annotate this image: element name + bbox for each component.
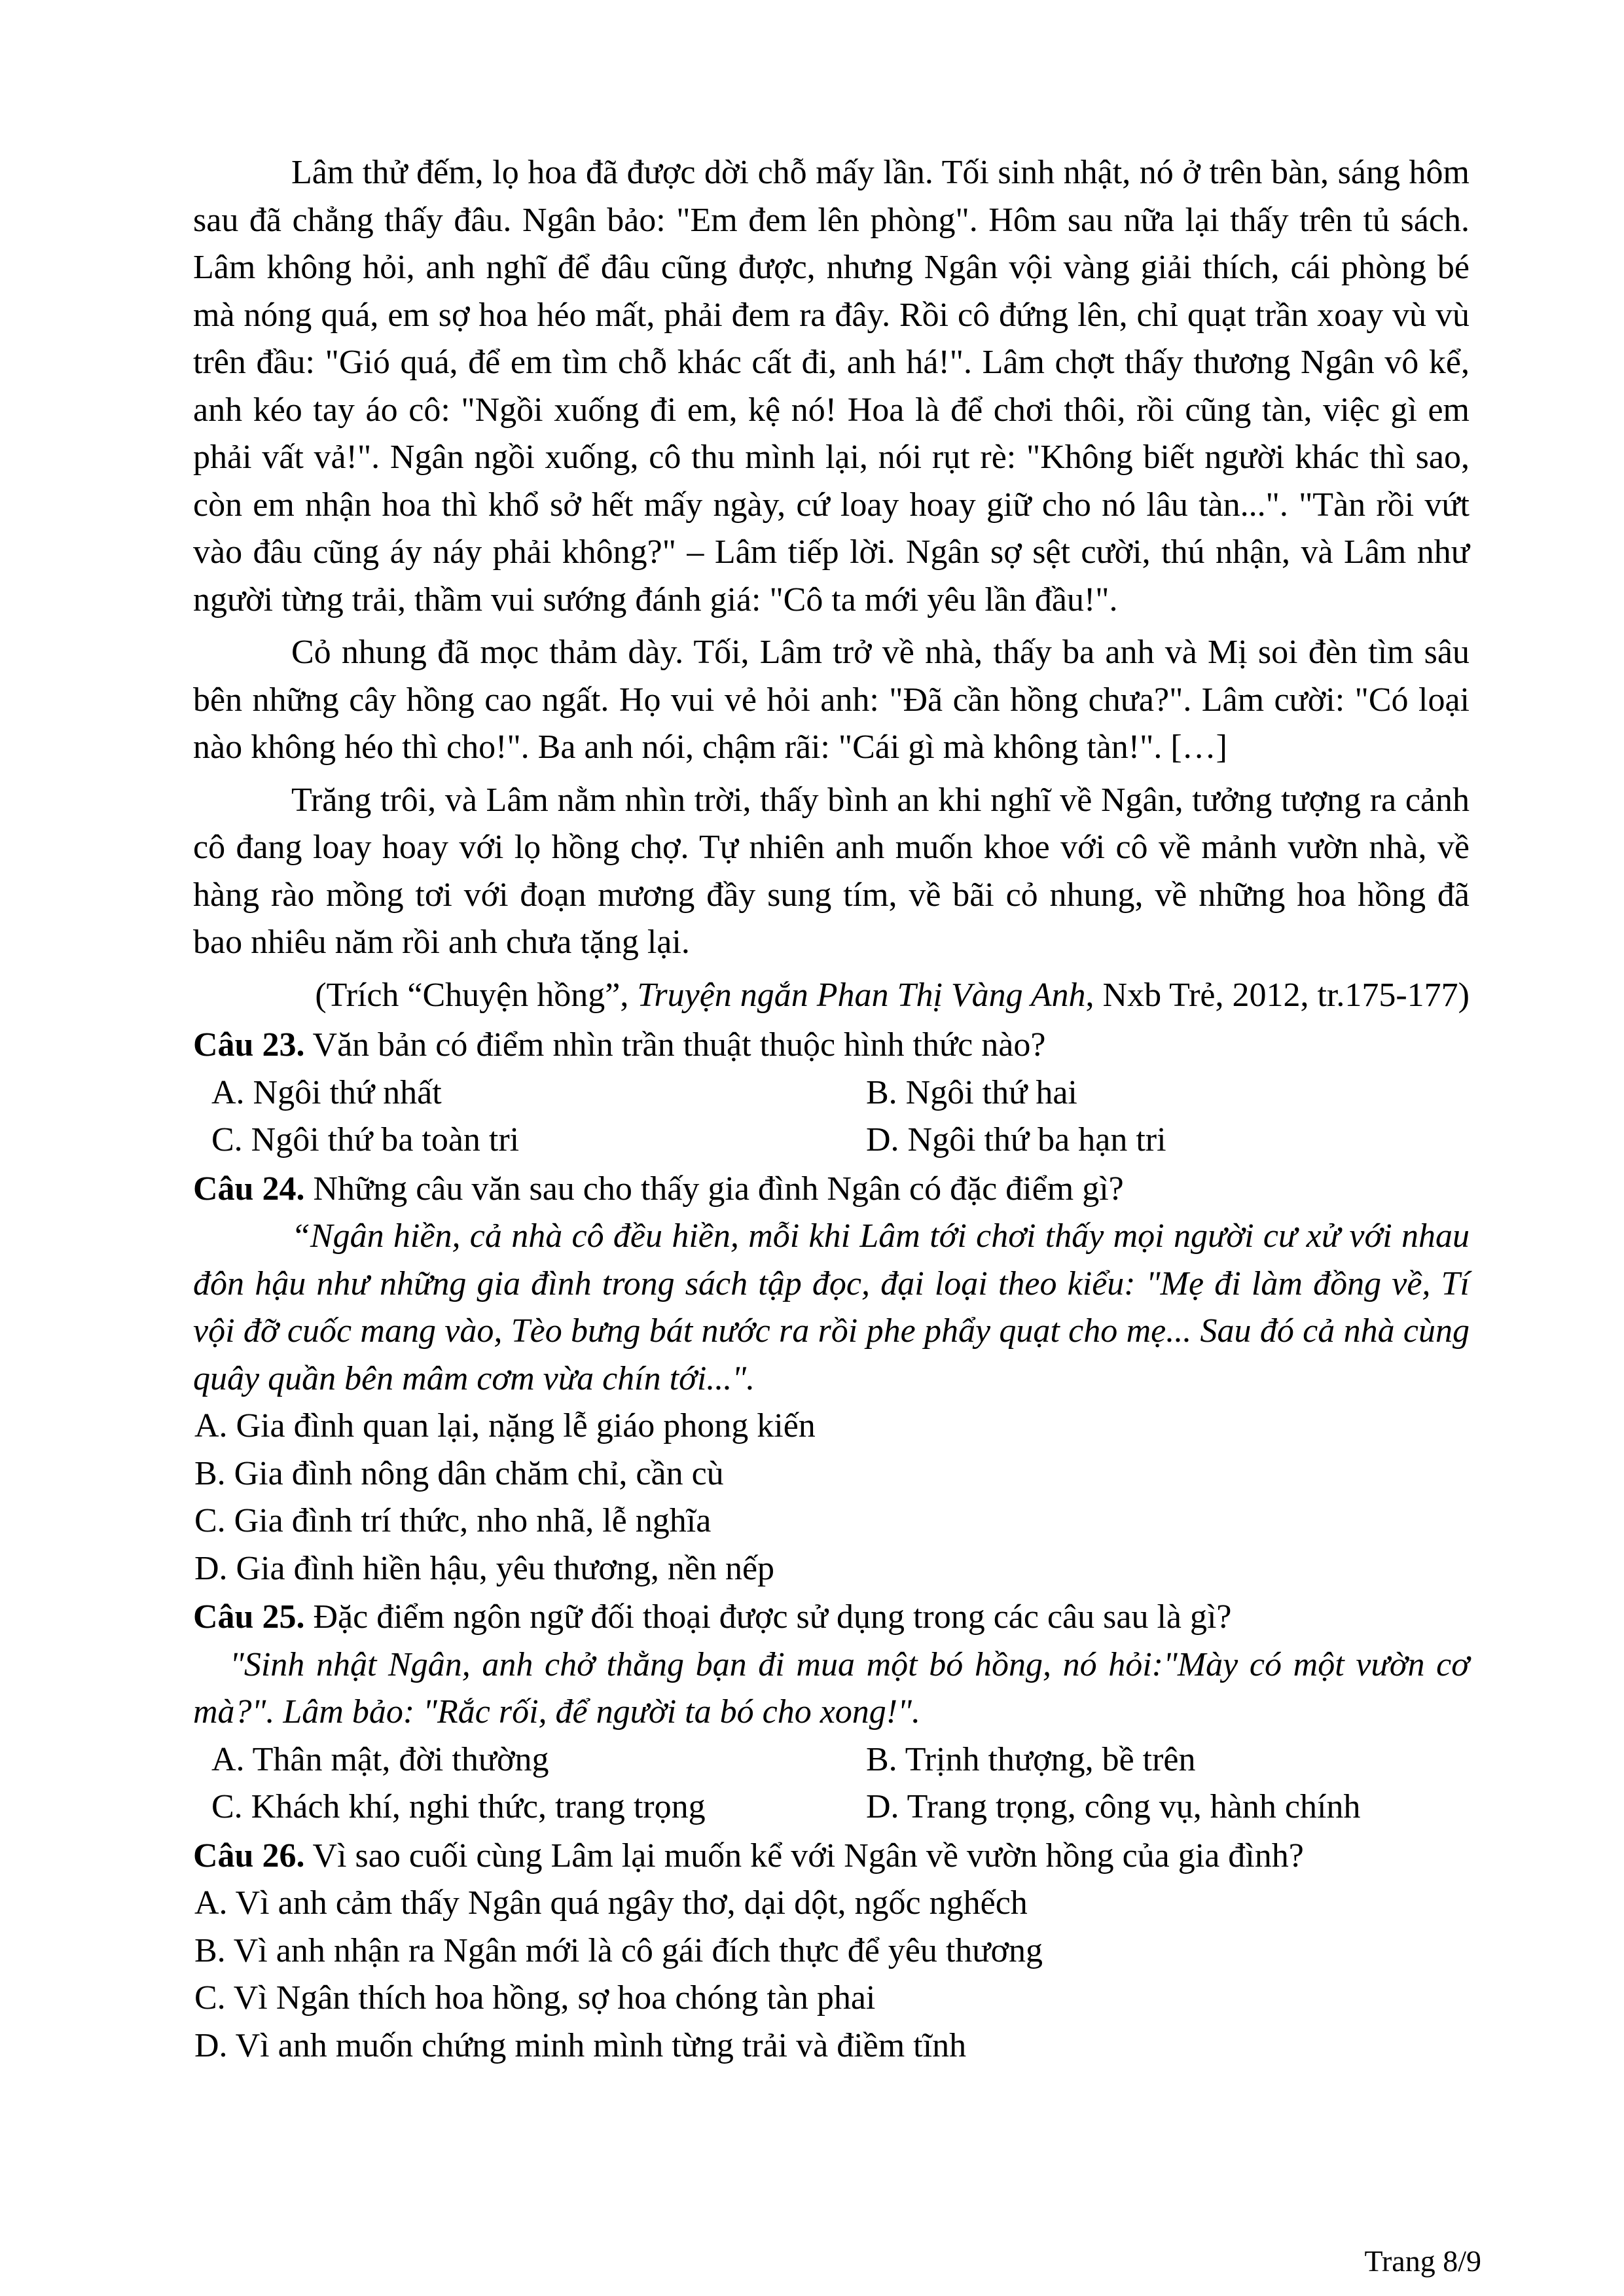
question-26-option-d: D. Vì anh muốn chứng minh mình từng trải và điềm tĩnh xyxy=(194,2026,967,2064)
question-26-options xyxy=(193,1880,1470,2070)
question-23-options xyxy=(193,1069,1470,1164)
question-23-option-a: A. Ngôi thứ nhất xyxy=(211,1073,442,1111)
question-26-label: Câu 26. xyxy=(193,1837,305,1874)
question-23-option-c: C. Ngôi thứ ba toàn tri xyxy=(211,1121,520,1158)
question-23 xyxy=(193,1022,1470,1069)
question-24-label: Câu 24. xyxy=(193,1170,305,1208)
question-25-quote: "Sinh nhật Ngân, anh chở thằng bạn đi mua một bó hồng, nó hỏi:"Mày có một vườn cơ mà?". Lâm bảo: "Rắc rối, để người ta bó cho xong!". xyxy=(193,1645,1470,1731)
page-content xyxy=(193,149,1470,2070)
question-25-option-c: C. Khách khí, nghi thức, trang trọng xyxy=(211,1788,706,1825)
question-24-option-c: C. Gia đình trí thức, nho nhã, lễ nghĩa xyxy=(194,1502,712,1539)
question-26-option-a: A. Vì anh cảm thấy Ngân quá ngây thơ, dại dột, ngốc nghếch xyxy=(194,1884,1028,1922)
passage-paragraph-3: Trăng trôi, và Lâm nằm nhìn trời, thấy bình an khi nghĩ về Ngân, tưởng tượng ra cảnh cô đang loay hoay với lọ hồng chợ. Tự nhiên anh muốn khoe với cô về mảnh vườn nhà, về hàng rào mồng tơi với đoạn mương đầy sung tím, về bãi cỏ nhung, về những hoa hồng đã bao nhiêu năm rồi anh chưa tặng lại. xyxy=(193,781,1470,961)
question-26-option-b: B. Vì anh nhận ra Ngân mới là cô gái đích thực để yêu thương xyxy=(194,1931,1043,1969)
question-23-option-d: D. Ngôi thứ ba hạn tri xyxy=(866,1121,1166,1158)
question-25-label: Câu 25. xyxy=(193,1598,305,1636)
question-24 xyxy=(193,1166,1470,1213)
passage-paragraph-2: Cỏ nhung đã mọc thảm dày. Tối, Lâm trở về nhà, thấy ba anh và Mị soi đèn tìm sâu bên những cây hồng cao ngất. Họ vui vẻ hỏi anh: "Đã cần hồng chưa?". Lâm cười: "Có loại nào không héo thì cho!". Ba anh nói, chậm rãi: "Cái gì mà không tàn!". […] xyxy=(193,634,1470,766)
question-23-option-b: B. Ngôi thứ hai xyxy=(866,1073,1077,1111)
source-suffix: , Nxb Trẻ, 2012, tr.175-177) xyxy=(1085,976,1470,1014)
question-23-label: Câu 23. xyxy=(193,1026,305,1064)
source-book-title: Truyện ngắn Phan Thị Vàng Anh xyxy=(637,976,1086,1014)
question-24-quote: “Ngân hiền, cả nhà cô đều hiền, mỗi khi Lâm tới chơi thấy mọi người cư xử với nhau đôn hậu như những gia đình trong sách tập đọc, đại loại theo kiểu: "Mẹ đi làm đồng về, Tí vội đỡ cuốc mang vào, Tèo bưng bát nước ra rồi phe phẩy quạt cho mẹ... Sau đó cả nhà cùng quây quần bên mâm cơm vừa chín tới...". xyxy=(193,1217,1470,1397)
question-25-text: Đặc điểm ngôn ngữ đối thoại được sử dụng trong các câu sau là gì? xyxy=(304,1598,1232,1636)
source-prefix: (Trích “Chuyện hồng”, xyxy=(315,976,638,1014)
question-24-text: Những câu văn sau cho thấy gia đình Ngân có đặc điểm gì? xyxy=(304,1170,1124,1208)
question-25 xyxy=(193,1594,1470,1641)
question-25-option-a: A. Thân mật, đời thường xyxy=(211,1740,549,1778)
question-24-option-d: D. Gia đình hiền hậu, yêu thương, nền nếp xyxy=(194,1549,775,1587)
question-26-text: Vì sao cuối cùng Lâm lại muốn kể với Ngân về vườn hồng của gia đình? xyxy=(304,1837,1304,1874)
question-24-option-a: A. Gia đình quan lại, nặng lễ giáo phong kiến xyxy=(194,1407,816,1444)
question-24-option-b: B. Gia đình nông dân chăm chỉ, cần cù xyxy=(194,1454,724,1492)
question-25-options xyxy=(193,1736,1470,1831)
question-25-option-b: B. Trịnh thượng, bề trên xyxy=(866,1740,1196,1778)
question-25-option-d: D. Trang trọng, công vụ, hành chính xyxy=(866,1788,1361,1825)
question-26-option-c: C. Vì Ngân thích hoa hồng, sợ hoa chóng tàn phai xyxy=(194,1979,876,2017)
question-26 xyxy=(193,1833,1470,1880)
page-number: Trang 8/9 xyxy=(1364,2244,1481,2278)
passage-paragraph-1: Lâm thử đếm, lọ hoa đã được dời chỗ mấy lần. Tối sinh nhật, nó ở trên bàn, sáng hôm sau đã chẳng thấy đâu. Ngân bảo: "Em đem lên phòng". Hôm sau nữa lại thấy trên tủ sách. Lâm không hỏi, anh nghĩ để đâu cũng được, nhưng Ngân vội vàng giải thích, cái phòng bé mà nóng quá, em sợ hoa héo mất, phải đem ra đây. Rồi cô đứng lên, chỉ quạt trần xoay vù vù trên đầu: "Gió quá, để em tìm chỗ khác cất đi, anh há!". Lâm chợt thấy thương Ngân vô kể, anh kéo tay áo cô: "Ngồi xuống đi em, kệ nó! Hoa là để chơi thôi, rồi cũng tàn, việc gì em phải vất vả!". Ngân ngồi xuống, cô thu mình lại, nói rụt rè: "Không biết người khác thì sao, còn em nhận hoa thì khổ sở hết mấy ngày, cứ loay hoay giữ cho nó lâu tàn...". "Tàn rồi vứt vào đâu cũng áy náy phải không?" – Lâm tiếp lời. Ngân sợ sệt cười, thú nhận, và Lâm như người từng trải, thầm vui sướng đánh giá: "Cô ta mới yêu lần đầu!". xyxy=(193,154,1470,619)
question-23-text: Văn bản có điểm nhìn trần thuật thuộc hình thức nào? xyxy=(304,1026,1046,1064)
source-citation xyxy=(193,972,1470,1020)
question-24-options xyxy=(193,1403,1470,1592)
